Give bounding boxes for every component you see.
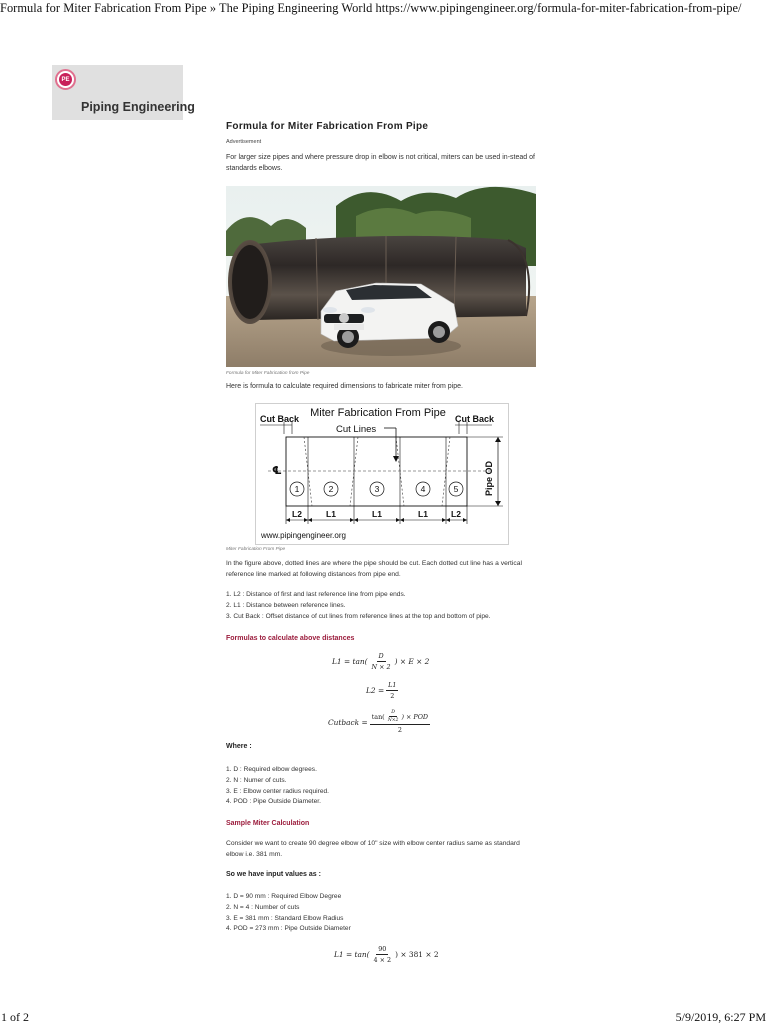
print-datetime: 5/9/2019, 6:27 PM [675, 1010, 766, 1024]
formula-l2-lhs: L2 = [366, 686, 385, 695]
list-item: 3. E : Elbow center radius required. [226, 787, 329, 795]
segment-4: 4 [420, 484, 426, 494]
formula-cutback-den: 2 [397, 726, 402, 734]
cut-back-right-label: Cut Back [455, 414, 495, 424]
formula-l1 [332, 652, 429, 671]
centerline-symbol: ℄ [272, 464, 282, 477]
advertisement-label: Advertisement [226, 139, 262, 145]
formula-l2-den: 2 [390, 692, 395, 700]
list-item: 4. POD = 273 mm : Pipe Outside Diameter [226, 925, 351, 933]
formula-l1-sample [334, 945, 439, 964]
miter-diagram [255, 403, 507, 543]
photo-caption: Formula for Miter Fabrication from Pipe [226, 371, 310, 376]
dim-l1-a: L1 [326, 509, 336, 519]
sample-heading: Sample Miter Calculation [226, 820, 310, 827]
formula-l2-num: L1 [388, 681, 397, 689]
pipe-od-label: Pipe OD [484, 460, 494, 496]
logo-initials: PE [59, 73, 72, 86]
formula-cutback-num-post: ) × POD [401, 712, 429, 721]
segment-1: 1 [294, 484, 300, 494]
list-item: 1. L2 : Distance of first and last reference line from pipe ends. [226, 591, 406, 598]
segment-5: 5 [453, 484, 459, 494]
formula-intro: Here is formula to calculate required dimensions to fabricate miter from pipe. [226, 383, 463, 390]
list-item: 2. N : Numer of cuts. [226, 776, 287, 784]
sample-text: Consider we want to create 90 degree elbow of 10" size with elbow center radius same as standard elbow i.e. 381 mm. [226, 840, 520, 858]
formula-cutback-inner-num: D [391, 710, 395, 715]
print-header: Formula for Miter Fabrication From Pipe » The Piping Engineering World https://www.pipingengineer.org/formula-for-miter-fabrication-from-pipe/ [0, 1, 742, 15]
list-item: 3. Cut Back : Offset distance of cut lines from reference lines at the top and bottom of pipe. [226, 612, 491, 620]
dim-l2-right: L2 [451, 509, 461, 519]
formula-l2 [366, 681, 400, 700]
input-heading: So we have input values as : [226, 871, 321, 878]
list-item: 2. N = 4 : Number of cuts [226, 903, 300, 911]
formula-l1-sample-den: 4 × 2 [373, 956, 392, 964]
cut-back-left-label: Cut Back [260, 414, 300, 424]
segment-2: 2 [328, 484, 334, 494]
list-item: 3. E = 381 mm : Standard Elbow Radius [226, 914, 344, 922]
formula-cutback-lhs: Cutback = [328, 717, 368, 727]
intro-paragraph: For larger size pipes and where pressure drop in elbow is not critical, miters can be used in-stead of standards elbows. [226, 154, 535, 172]
miter-photo [226, 186, 536, 367]
formula-l1-sample-rhs: ) × 381 × 2 [395, 950, 439, 959]
list-item: 2. L1 : Distance between reference lines. [226, 601, 346, 609]
dim-l1-c: L1 [418, 509, 428, 519]
cut-lines-label: Cut Lines [336, 424, 377, 435]
segment-3: 3 [374, 484, 380, 494]
page-title: Formula for Miter Fabrication From Pipe [226, 121, 429, 132]
formula-cutback-inner-den: N×2 [387, 718, 399, 723]
formula-l1-den: N × 2 [371, 663, 391, 671]
dim-l1-b: L1 [372, 509, 382, 519]
list-item: 4. POD : Pipe Outside Diameter. [226, 798, 321, 806]
formula-cutback [328, 710, 432, 734]
formula-l1-lhs: L1 = tan( [332, 657, 368, 666]
formulas-heading: Formulas to calculate above distances [226, 635, 355, 642]
dim-l2-left: L2 [292, 509, 302, 519]
formula-l1-sample-lhs: L1 = tan( [334, 950, 370, 959]
list-item: 1. D = 90 mm : Required Elbow Degree [226, 893, 342, 900]
formula-l1-num: D [378, 652, 384, 660]
diagram-title: Miter Fabrication From Pipe [310, 407, 446, 419]
figure-explanation: In the figure above, dotted lines are where the pipe should be cut. Each dotted cut line has a vertical reference line marked at following distances from pipe end. [226, 560, 522, 578]
page-number: 1 of 2 [1, 1010, 29, 1024]
formula-cutback-num-pre: tan( [371, 712, 385, 721]
formula-l1-rhs: ) × E × 2 [394, 657, 430, 666]
where-heading: Where : [226, 743, 252, 750]
where-list [226, 765, 329, 808]
diagram-website: www.pipingengineer.org [261, 531, 346, 540]
logo-name: Piping Engineering [81, 100, 195, 114]
input-list [226, 892, 351, 935]
definitions-list [226, 590, 491, 622]
diagram-caption: Miter Fabrication From Pipe [226, 547, 286, 552]
site-logo[interactable] [52, 65, 195, 120]
logo-badge-icon [55, 69, 76, 90]
formula-l1-sample-num: 90 [378, 945, 387, 953]
list-item: 1. D : Required elbow degrees. [226, 766, 317, 773]
